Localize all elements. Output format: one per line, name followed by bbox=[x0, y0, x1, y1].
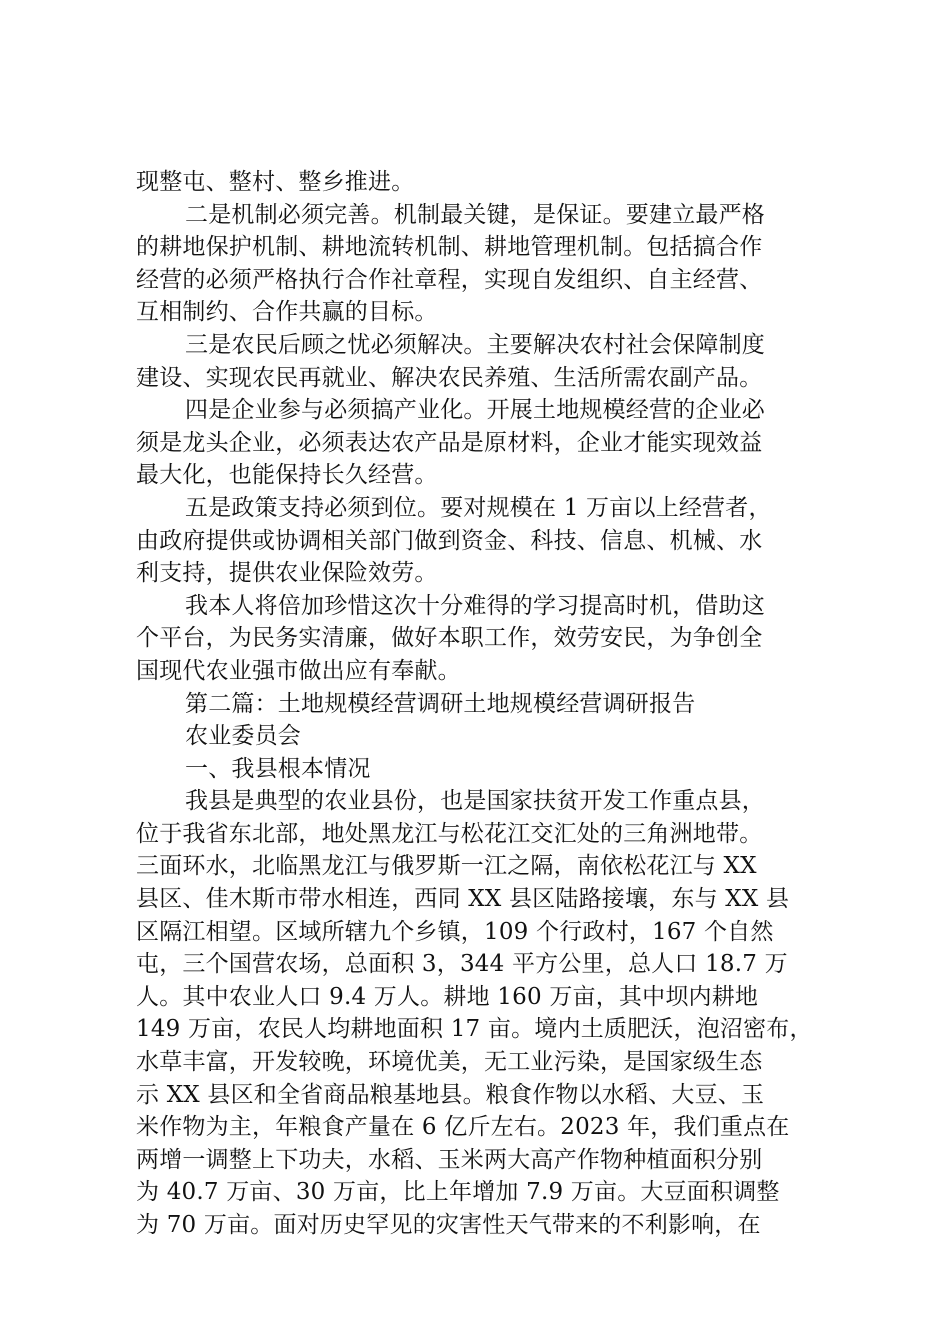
text-line: 区隔江相望。区域所辖九个乡镇，109 个行政村，167 个自然 bbox=[136, 918, 774, 945]
text-line: 两增一调整上下功夫，水稻、玉米两大高产作物种植面积分别 bbox=[136, 1146, 763, 1173]
text-line: 国现代农业强市做出应有奉献。 bbox=[136, 657, 461, 684]
text-line: 为 70 万亩。面对历史罕见的灾害性天气带来的不利影响，在 bbox=[136, 1212, 761, 1238]
text-line: 我县是典型的农业县份，也是国家扶贫开发工作重点县， bbox=[185, 788, 765, 815]
text-line: 现整屯、整村、整乡推进。 bbox=[136, 169, 415, 195]
text-line: 我本人将倍加珍惜这次十分难得的学习提高时机，借助这 bbox=[185, 592, 765, 619]
text-line: 四是企业参与必须搞产业化。开展土地规模经营的企业必 bbox=[185, 397, 765, 424]
text-line: 县区、佳木斯市带水相连，西同 XX 县区陆路接壤，东与 XX 县 bbox=[136, 886, 790, 913]
text-line: 最大化，也能保持长久经营。 bbox=[136, 462, 438, 489]
text-line: 米作物为主，年粮食产量在 6 亿斤左右。2023 年，我们重点在 bbox=[136, 1114, 790, 1141]
text-line: 示 XX 县区和全省商品粮基地县。粮食作物以水稻、大豆、玉 bbox=[136, 1081, 765, 1108]
text-line: 须是龙头企业，必须表达农产品是原材料，企业才能实现效益 bbox=[136, 429, 763, 456]
subsection-heading: 一、我县根本情况 bbox=[185, 755, 371, 782]
text-line: 149 万亩，农民人均耕地面积 17 亩。境内土质肥沃，泡沼密布， bbox=[136, 1016, 813, 1043]
text-line: 三是农民后顾之忧必须解决。主要解决农村社会保障制度 bbox=[185, 331, 765, 358]
text-line: 的耕地保护机制、耕地流转机制、耕地管理机制。包括搞合作 bbox=[136, 234, 763, 261]
text-line: 经营的必须严格执行合作社章程，实现自发组织、自主经营、 bbox=[136, 266, 763, 293]
text-line: 五是政策支持必须到位。要对规模在 1 万亩以上经营者， bbox=[185, 494, 772, 521]
document-body bbox=[136, 166, 836, 1242]
text-line: 二是机制必须完善。机制最关键，是保证。要建立最严格 bbox=[185, 201, 765, 228]
text-line: 个平台，为民务实清廉，做好本职工作，效劳安民，为争创全 bbox=[136, 625, 763, 652]
text-line: 位于我省东北部，地处黑龙江与松花江交汇处的三角洲地带。 bbox=[136, 820, 763, 847]
text-line: 建设、实现农民再就业、解决农民养殖、生活所需农副产品。 bbox=[136, 364, 763, 391]
text-line: 水草丰富，开发较晚，环境优美，无工业污染，是国家级生态 bbox=[136, 1049, 763, 1076]
text-line: 利支持，提供农业保险效劳。 bbox=[136, 560, 438, 587]
text-line: 屯，三个国营农场，总面积 3，344 平方公里，总人口 18.7 万 bbox=[136, 951, 788, 978]
author-line: 农业委员会 bbox=[185, 723, 301, 750]
text-line: 互相制约、合作共赢的目标。 bbox=[136, 299, 438, 326]
text-line: 为 40.7 万亩、30 万亩，比上年增加 7.9 万亩。大豆面积调整 bbox=[136, 1179, 780, 1206]
text-line: 人。其中农业人口 9.4 万人。耕地 160 万亩，其中坝内耕地 bbox=[136, 983, 759, 1010]
text-line: 由政府提供或协调相关部门做到资金、科技、信息、机械、水 bbox=[136, 527, 763, 554]
section-heading: 第二篇：土地规模经营调研土地规模经营调研报告 bbox=[185, 690, 696, 717]
text-line: 三面环水，北临黑龙江与俄罗斯一江之隔，南依松花江与 XX bbox=[136, 853, 757, 880]
